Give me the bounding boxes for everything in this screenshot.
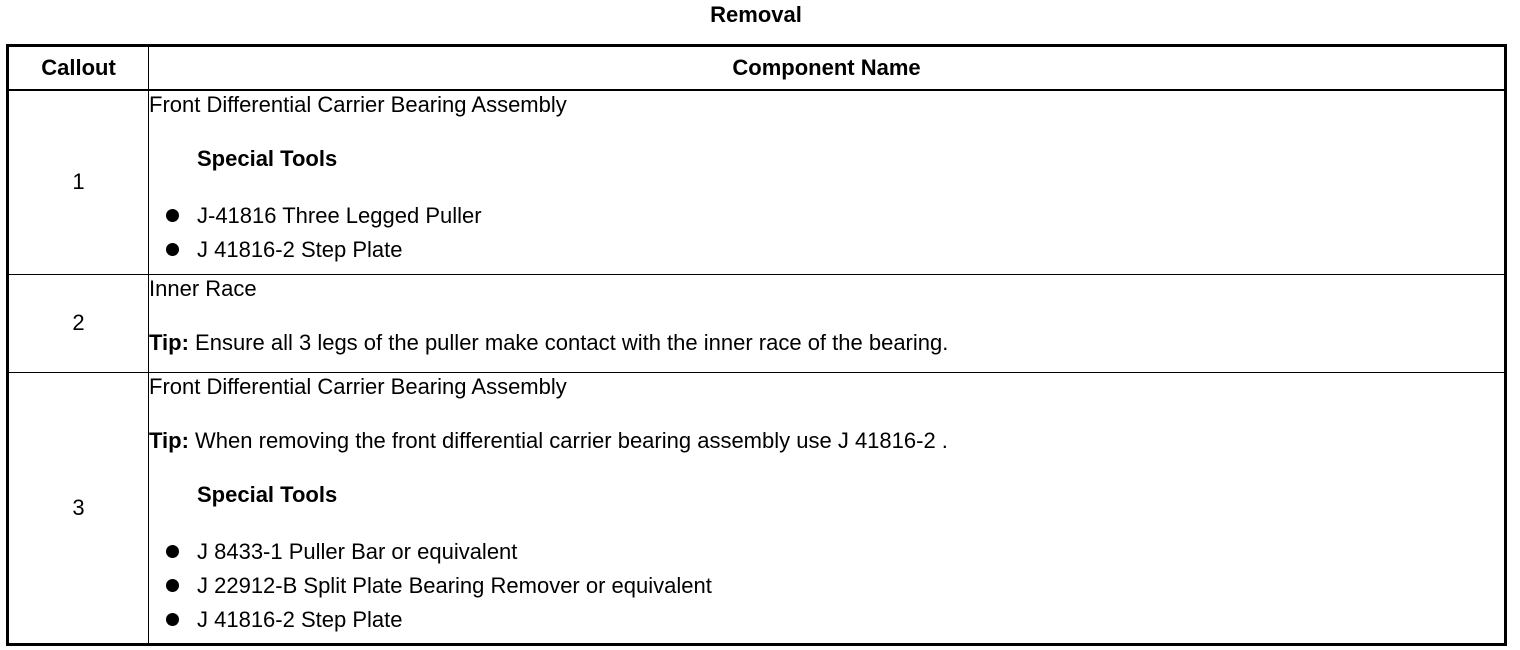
component-cell <box>149 372 1506 644</box>
special-tools-heading: Special Tools <box>197 146 338 171</box>
tip-note <box>149 427 1504 455</box>
bullet-icon <box>166 243 179 256</box>
callout-cell: 1 <box>8 90 149 274</box>
table-header-row <box>8 46 1506 91</box>
column-header-callout: Callout <box>8 46 149 91</box>
tip-note <box>149 329 1504 357</box>
tool-name: J 41816-2 Step Plate <box>197 237 403 262</box>
table-row <box>8 274 1506 372</box>
bullet-icon <box>166 209 179 222</box>
bullet-icon <box>166 545 179 558</box>
tool-list <box>149 535 1504 637</box>
component-name: Front Differential Carrier Bearing Assembly <box>149 92 567 117</box>
component-name: Inner Race <box>149 275 257 301</box>
tool-list <box>149 199 1504 267</box>
tip-text: Ensure all 3 legs of the puller make contact with the inner race of the bearing. <box>188 329 949 355</box>
page-title: Removal <box>710 2 802 27</box>
tip-text: When removing the front differential carrier bearing assembly use J 41816-2 . <box>188 427 948 453</box>
list-item <box>149 603 1504 637</box>
special-tools-heading: Special Tools <box>197 481 338 507</box>
callout-cell: 3 <box>8 372 149 644</box>
list-item <box>149 199 1504 233</box>
callout-cell: 2 <box>8 274 149 372</box>
component-cell <box>149 90 1506 274</box>
component-cell <box>149 274 1506 372</box>
bullet-icon <box>166 579 179 592</box>
list-item <box>149 535 1504 569</box>
tool-name: J 22912-B Split Plate Bearing Remover or equivalent <box>197 572 712 598</box>
table-row <box>8 90 1506 274</box>
column-header-component-name: Component Name <box>149 46 1506 91</box>
component-name: Front Differential Carrier Bearing Assembly <box>149 373 567 399</box>
tool-name: J 8433-1 Puller Bar or equivalent <box>197 538 518 564</box>
table-row <box>8 372 1506 644</box>
list-item <box>149 569 1504 603</box>
tip-label: Tip: <box>149 329 189 355</box>
tip-label: Tip: <box>149 427 189 453</box>
component-table <box>6 44 1507 646</box>
bullet-icon <box>166 613 179 626</box>
tool-name: J 41816-2 Step Plate <box>197 606 403 632</box>
tool-name: J-41816 Three Legged Puller <box>197 203 482 228</box>
list-item <box>149 233 1504 267</box>
